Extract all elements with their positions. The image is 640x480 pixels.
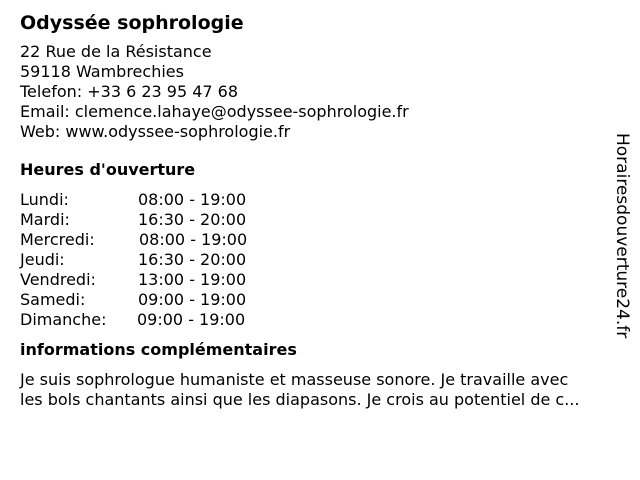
hours-row-thursday [20, 250, 620, 270]
info-text-line-2: les bols chantants ainsi que les diapasons. Je crois au potentiel de c... [20, 390, 580, 409]
business-card [20, 10, 620, 410]
hours-day: Mardi: [20, 210, 70, 229]
info-text-line-1: Je suis sophrologue humaniste et masseuse sonore. Je travaille avec [20, 370, 569, 389]
hours-day: Samedi: [20, 290, 86, 309]
hours-time: 16:30 - 20:00 [138, 250, 247, 269]
hours-day: Mercredi: [20, 230, 95, 249]
hours-time: 16:30 - 20:00 [138, 210, 247, 229]
site-watermark: Horairesdouverture24.fr [612, 133, 632, 339]
hours-day: Jeudi: [20, 250, 65, 269]
phone-line: Telefon: +33 6 23 95 47 68 [20, 82, 239, 101]
website-line: Web: www.odyssee-sophrologie.fr [20, 122, 291, 141]
hours-row-saturday [20, 290, 620, 310]
address-street: 22 Rue de la Résistance [20, 42, 212, 61]
hours-time: 09:00 - 19:00 [138, 290, 247, 309]
hours-time: 08:00 - 19:00 [138, 190, 247, 209]
hours-row-wednesday [20, 230, 620, 250]
hours-row-monday [20, 190, 620, 210]
info-heading: informations complémentaires [20, 340, 297, 359]
hours-heading: Heures d'ouverture [20, 160, 196, 179]
hours-time: 08:00 - 19:00 [139, 230, 248, 249]
hours-row-tuesday [20, 210, 620, 230]
hours-row-sunday [20, 310, 620, 330]
hours-time: 13:00 - 19:00 [138, 270, 247, 289]
hours-day: Vendredi: [20, 270, 96, 289]
business-name: Odyssée sophrologie [20, 12, 244, 34]
hours-row-friday [20, 270, 620, 290]
hours-time: 09:00 - 19:00 [137, 310, 246, 329]
hours-table [20, 190, 620, 330]
hours-day: Dimanche: [20, 310, 107, 329]
hours-day: Lundi: [20, 190, 69, 209]
address-city: 59118 Wambrechies [20, 62, 184, 81]
email-line: Email: clemence.lahaye@odyssee-sophrologie.fr [20, 102, 409, 121]
